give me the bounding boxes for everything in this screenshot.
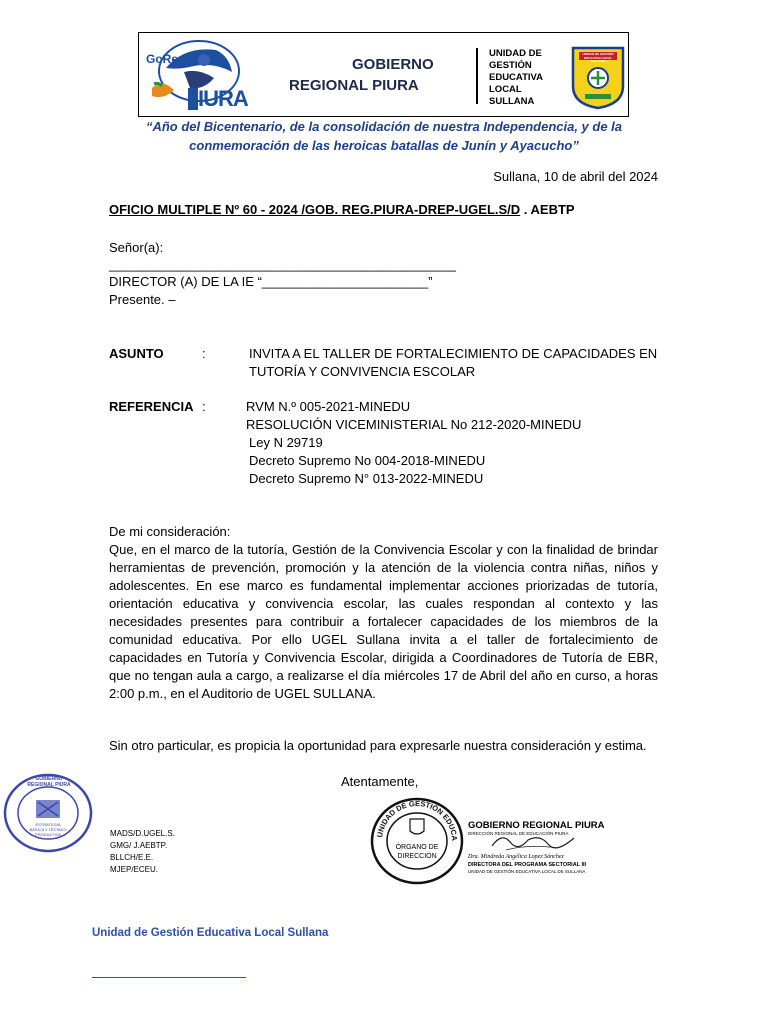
- referencia-item: Decreto Supremo N° 013-2022-MINEDU: [249, 471, 484, 486]
- initials-line: MJEP/ECEU.: [110, 865, 159, 874]
- gore-piura-logo: [144, 38, 254, 112]
- ugel-line: GESTIÓN: [489, 60, 532, 71]
- ugel-line: SULLANA: [489, 96, 535, 107]
- round-stamp: [370, 797, 464, 885]
- round-stamp-center: [392, 843, 442, 861]
- asunto-line2: TUTORÍA Y CONVIVENCIA ESCOLAR: [249, 364, 476, 379]
- recipient-salutation: Señor(a):: [109, 240, 164, 255]
- sig-org: GOBIERNO REGIONAL PIURA: [468, 820, 605, 831]
- referencia-label: REFERENCIA: [109, 399, 194, 414]
- closing-salutation: Atentamente,: [341, 774, 419, 789]
- year-motto: [100, 117, 668, 155]
- ugel-line: LOCAL: [489, 84, 522, 95]
- letter-date: Sullana, 10 de abril del 2024: [493, 169, 658, 184]
- header-divider: [476, 48, 478, 104]
- footer-rule: [92, 977, 246, 978]
- ugel-crest-icon: [571, 46, 625, 110]
- logo-gore-text: GoRe: [146, 52, 179, 66]
- body-paragraph: Que, en el marco de la tutoría, Gestión de la Convivencia Escolar y con la finalidad de brindar herramientas de prevención, promoción y la atención de la violencia contra niñas, niños y adolescentes. En ese marco es fundamental implementar acciones priorizadas de tutoría, orientación educativa y convivencia escolar, las cuales respondan al contexto y las necesidades presentes para contribuir a fortalecer capacidades de los miembros de la comunidad educativa. Por ello UGEL Sullana invita a el taller de fortalecimiento de capacidades en Tutoría y Convivencia Escolar, dirigida a Coordinadores de Tutoría de EBR, que no tengan aula a cargo, a realizarse el día miércoles 17 de Abril del año en curso, a horas 2:00 p.m., en el Auditorio de UGEL SULLANA.: [109, 542, 658, 701]
- referencia-item: Ley N 29719: [249, 435, 323, 450]
- org-line1: GOBIERNO: [352, 56, 434, 73]
- sig-role: DIRECTORA DEL PROGRAMA SECTORIAL III: [468, 862, 587, 868]
- initials-line: BLLCH/E.E.: [110, 853, 154, 862]
- asunto-colon: :: [202, 346, 206, 361]
- sig-unit: UNIDAD DE GESTIÓN EDUCATIVA LOCAL DE SULLANA: [468, 869, 586, 874]
- logo-piura-text: IURA: [198, 86, 248, 111]
- round-stamp-ring-text: UNIDAD DE GESTIÓN EDUCA: [375, 798, 460, 841]
- oficio-code: OFICIO MULTIPLE Nº 60 - 2024 /GOB. REG.PIURA-DREP-UGEL.S/D: [109, 202, 521, 217]
- referencia-item: RESOLUCIÓN VICEMINISTERIAL No 212-2020-MINEDU: [246, 417, 582, 432]
- left-seal-stamp: [2, 772, 94, 854]
- asunto-line1: INVITA A EL TALLER DE FORTALECIMIENTO DE CAPACIDADES EN: [249, 346, 658, 361]
- referencia-item: Decreto Supremo No 004-2018-MINEDU: [249, 453, 486, 468]
- footer-unit-name: Unidad de Gestión Educativa Local Sullana: [92, 927, 329, 939]
- ugel-line: EDUCATIVA: [489, 72, 544, 83]
- body-greeting: De mi consideración:: [109, 524, 231, 539]
- sig-direction: DIRECCIÓN REGIONAL DE EDUCACIÓN PIURA: [468, 831, 569, 836]
- referencia-colon: :: [202, 399, 206, 414]
- initials-line: GMG/ J.AEBTP.: [110, 841, 168, 850]
- motto-line1: “Año del Bicentenario, de la consolidación de nuestra Independencia, y de la: [145, 119, 623, 134]
- ugel-line: UNIDAD DE: [489, 48, 542, 59]
- initials-block: [110, 828, 175, 876]
- ugel-name: [489, 48, 543, 108]
- crest-text: UNIDAD DE GESTIÓN EDUCATIVA LOCAL SULLANA: [582, 52, 614, 63]
- sig-name: Dra. Mindreda Angélica Lopez Sánchez: [468, 854, 564, 860]
- signature-block: [468, 820, 608, 880]
- initials-line: MADS/D.UGEL.S.: [110, 829, 175, 838]
- round-stamp-center-line: DIRECCIÓN: [397, 853, 437, 860]
- round-stamp-center-line: ÓRGANO DE: [395, 844, 439, 851]
- recipient-director: DIRECTOR (A) DE LA IE “_______________________”: [109, 274, 433, 289]
- org-line2: REGIONAL PIURA: [289, 77, 419, 94]
- asunto-label: ASUNTO: [109, 346, 164, 361]
- oficio-number: [109, 201, 575, 219]
- recipient-presente: Presente. –: [109, 292, 176, 307]
- closing-paragraph: Sin otro particular, es propicia la oportunidad para expresarle nuestra consideración y estima.: [109, 738, 647, 753]
- left-seal-inner-text: ESTRATEGIA BÁSICA Y TÉCNICO PRODUCTIVA: [29, 822, 67, 837]
- signature-icon: [488, 828, 578, 854]
- oficio-suffix: . AEBTP: [520, 202, 575, 217]
- motto-line2: conmemoración de las heroicas batallas de Junín y Ayacucho”: [189, 138, 579, 153]
- recipient-blank-line: ________________________________________________: [109, 257, 457, 272]
- left-seal-text: GOBIERNO REGIONAL PIURA: [27, 776, 71, 788]
- round-stamp-icon: [370, 797, 464, 885]
- logo-p-stem: [188, 88, 198, 110]
- referencia-item: RVM N.º 005-2021-MINEDU: [246, 399, 411, 414]
